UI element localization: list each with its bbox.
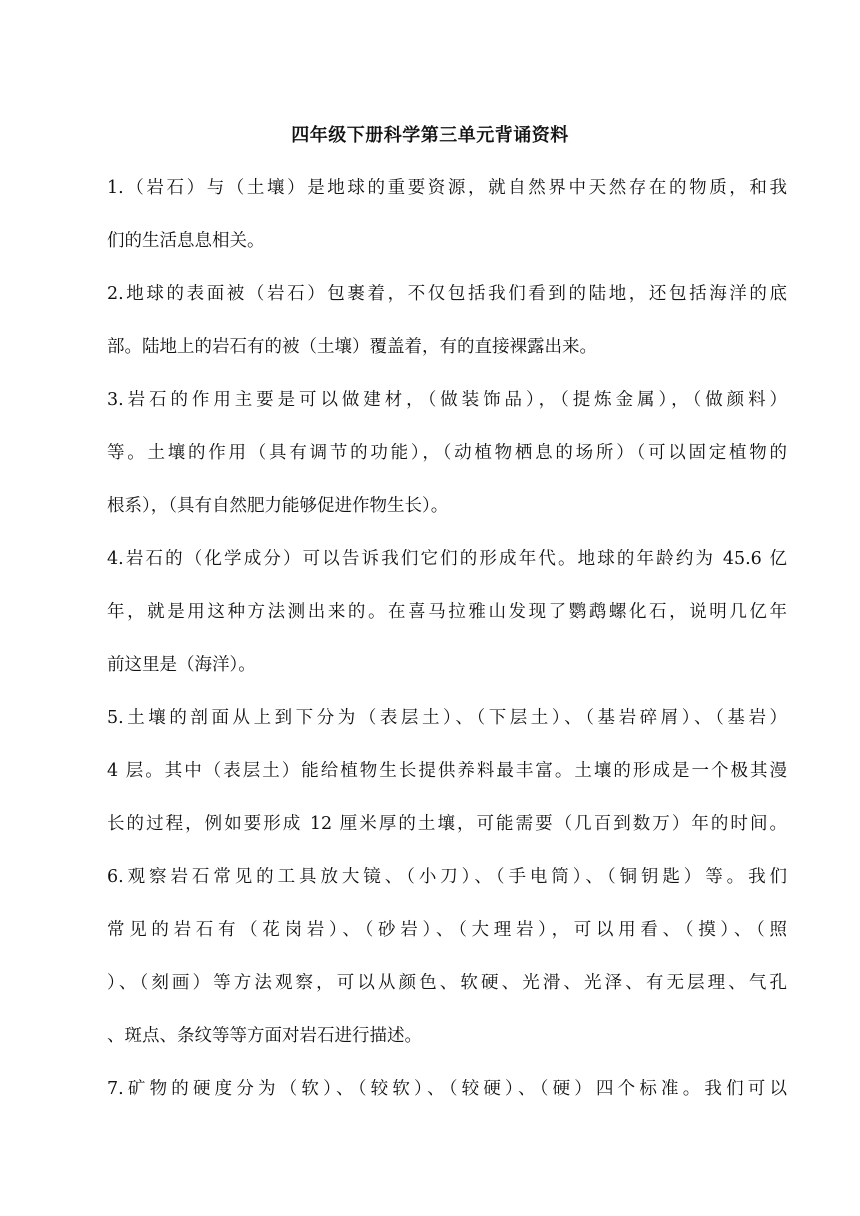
text-line: 、斑点、条纹等等方面对岩石进行描述。 [107, 1026, 422, 1046]
text-line: 等。土壤的作用（具有调节的功能），（动植物栖息的场所）（可以固定植物的 [107, 443, 787, 463]
text-line: 1.（岩石）与（土壤）是地球的重要资源，就自然界中天然存在的物质，和我 [107, 178, 787, 198]
text-line: 4 层。其中（表层土）能给植物生长提供养料最丰富。土壤的形成是一个极其漫 [107, 761, 787, 781]
text-line: 年，就是用这种方法测出来的。在喜马拉雅山发现了鹦鹉螺化石，说明几亿年 [107, 602, 787, 622]
text-line: 部。陆地上的岩石有的被（土壤）覆盖着，有的直接裸露出来。 [107, 337, 597, 357]
document-title: 四年级下册科学第三单元背诵资料 [291, 125, 569, 146]
text-line: 常见的岩石有（花岗岩）、（砂岩）、（大理岩），可以用看、（摸）、（照 [107, 920, 787, 940]
text-line: 前这里是（海洋）。 [107, 655, 256, 675]
text-line: 3.岩石的作用主要是可以做建材，（做装饰品），（提炼金属），（做颜料） [107, 390, 787, 410]
text-line: 长的过程，例如要形成 12 厘米厚的土壤，可能需要（几百到数万）年的时间。 [107, 814, 787, 834]
text-line: 7.矿物的硬度分为（软）、（较软）、（较硬）、（硬）四个标准。我们可以 [107, 1079, 787, 1099]
text-line: 根系），（具有自然肥力能够促进作物生长）。 [107, 496, 449, 516]
text-line: 2.地球的表面被（岩石）包裹着，不仅包括我们看到的陆地，还包括海洋的底 [107, 284, 787, 304]
text-line: 6.观察岩石常见的工具放大镜、（小刀）、（手电筒）、（铜钥匙）等。我们 [107, 867, 787, 887]
text-line: 5.土壤的剖面从上到下分为（表层土）、（下层土）、（基岩碎屑）、（基岩） [107, 708, 787, 728]
text-line: 们的生活息息相关。 [107, 231, 265, 251]
text-line: 4.岩石的（化学成分）可以告诉我们它们的形成年代。地球的年龄约为 45.6 亿 [107, 549, 787, 569]
text-line: ）、（刻画）等方法观察，可以从颜色、软硬、光滑、光泽、有无层理、气孔 [107, 973, 787, 993]
